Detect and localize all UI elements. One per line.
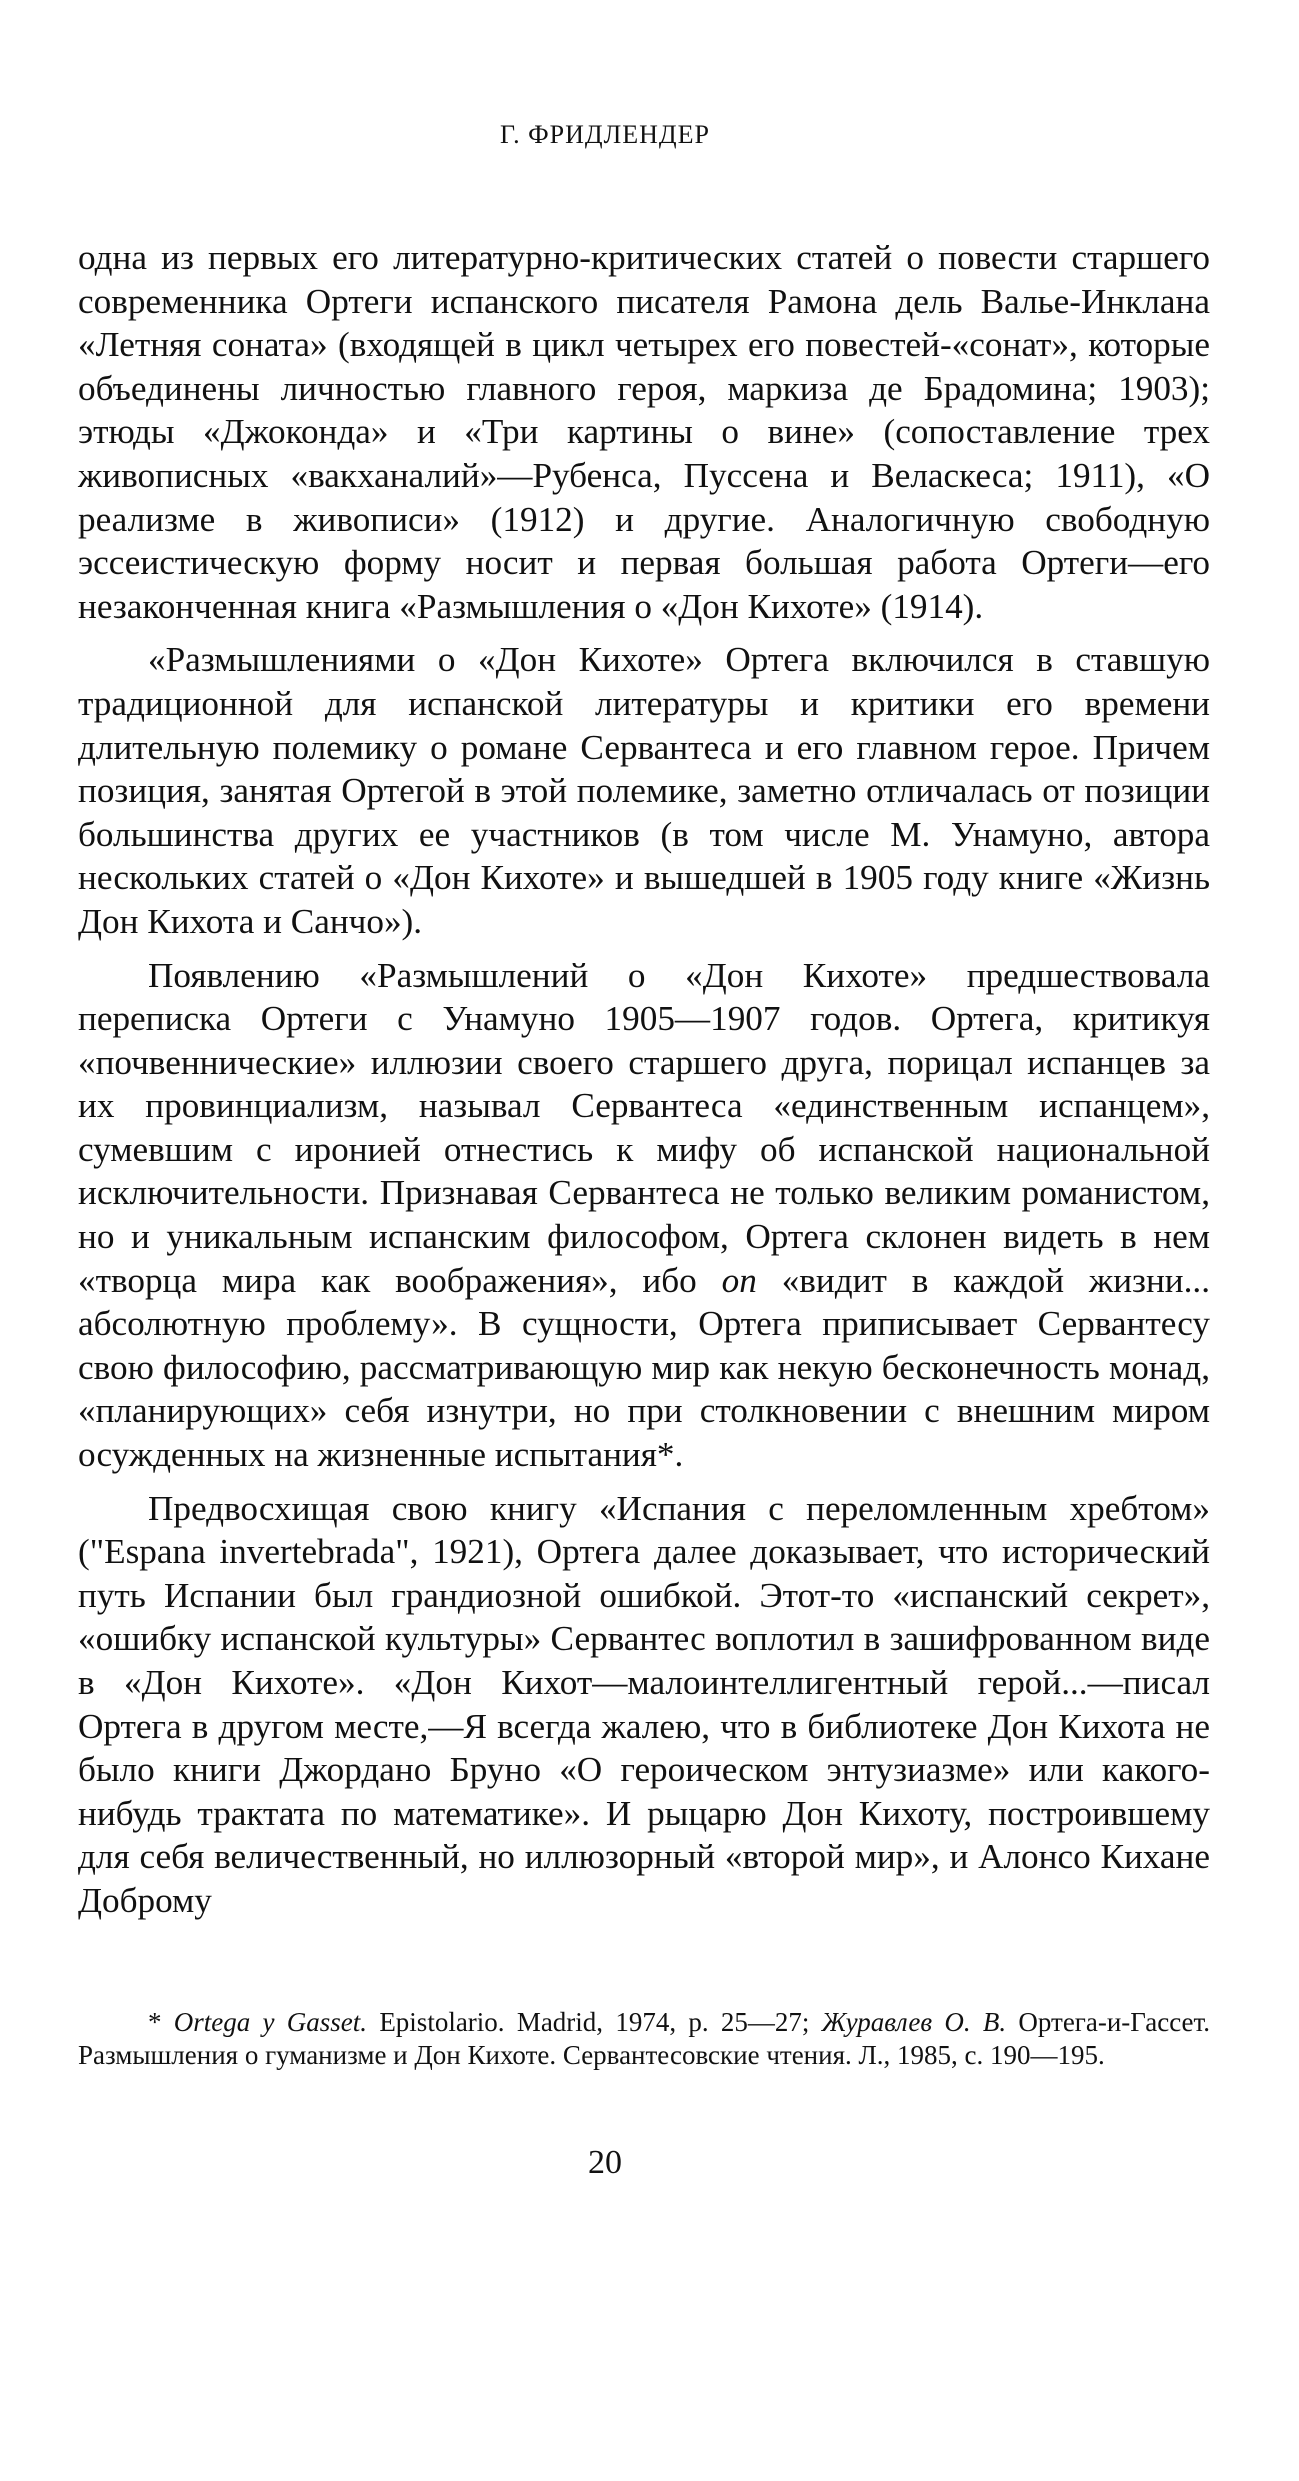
footnote-author-2: Журавлев О. В. xyxy=(821,2007,1007,2037)
paragraph-3-text-start: Появлению «Размышлений о «Дон Кихоте» предшествовала переписка Ортеги с Унамуно 1905—1907 годов. Ортега, критикуя «почвеннические» иллюзии своего старшего друга, порицал испанцев за их провинциализм, называл Сервантеса «единственным испанцем», сумевшим с иронией отнестись к мифу об испанской национальной исключительности. Признавая Сервантеса не только великим романистом, но и уникальным испанским философом, Ортега склонен видеть в нем «творца мира как воображения», ибо xyxy=(78,955,1210,1300)
page-number: 20 xyxy=(588,2144,622,2181)
footnote xyxy=(78,2006,1210,2072)
paragraph-2: «Размышлениями о «Дон Кихоте» Ортега включился в ставшую традиционной для испанской литературы и критики его времени длительную полемику о романе Сервантеса и его главном герое. Причем позиция, занятая Ортегой в этой полемике, заметно отличалась от позиции большинства других ее участников (в том числе М. Унамуно, автора нескольких статей о «Дон Кихоте» и вышедшей в 1905 году книге «Жизнь Дон Кихота и Санчо»). xyxy=(78,640,1210,941)
paragraph-3-italic-word: оп xyxy=(721,1260,757,1300)
main-text xyxy=(78,236,1210,1923)
footnote-text-1: Epistolario. Madrid, 1974, p. 25—27; xyxy=(367,2007,822,2037)
footnote-marker: * xyxy=(148,2007,174,2037)
paragraph-3 xyxy=(78,954,1210,1477)
footnote-author-1: Ortega у Gasset. xyxy=(173,2007,368,2037)
paragraph-1: одна из первых его литературно-критических статей о повести старшего современника Ортеги испанского писателя Рамона дель Валье-Инклана «Летняя соната» (входящей в цикл четырех его повестей-«сонат», которые объединены личностью главного героя, маркиза де Брадомина; 1903); этюды «Джоконда» и «Три картины о вине» (сопоставление трех живописных «вакханалий»—Рубенса, Пуссена и Веласкеса; 1911), «О реализме в живописи» (1912) и другие. Аналогичную свободную эссеистическую форму носит и первая большая работа Ортеги—его незаконченная книга «Размышления о «Дон Кихоте» (1914). xyxy=(78,238,1210,626)
paragraph-4: Предвосхищая свою книгу «Испания с переломленным хребтом» ("Espana invertebrada", 1921), Ортега далее доказывает, что исторический путь Испании был грандиозной ошибкой. Этот-то «испанский секрет», «ошибку испанской культуры» Сервантес воплотил в зашифрованном виде в «Дон Кихоте». «Дон Кихот—малоинтеллигентный герой...—писал Ортега в другом месте,—Я всегда жалею, что в библиотеке Дон Кихота не было книги Джордано Бруно «О героическом энтузиазме» или какого-нибудь трактата по математике». И рыцарю Дон Кихоту, построившему для себя величественный, но иллюзорный «второй мир», и Алонсо Кихане Доброму xyxy=(78,1488,1210,1920)
footnote-text-2: Ортега-и-Гассет. Размышления о гуманизме и Дон Кихоте. Сервантесовские чтения. Л., 1985, с. 190—195. xyxy=(78,2007,1211,2070)
running-header: Г. ФРИДЛЕНДЕР xyxy=(500,120,710,149)
paragraph-3-text-end: «видит в каждой жизни... абсолютную проблему». В сущности, Ортега приписывает Сервантесу свою философию, рассматривающую мир как некую бесконечность монад, «планирующих» себя изнутри, но при столкновении с внешним миром осужденных на жизненные испытания*. xyxy=(78,1260,1210,1475)
